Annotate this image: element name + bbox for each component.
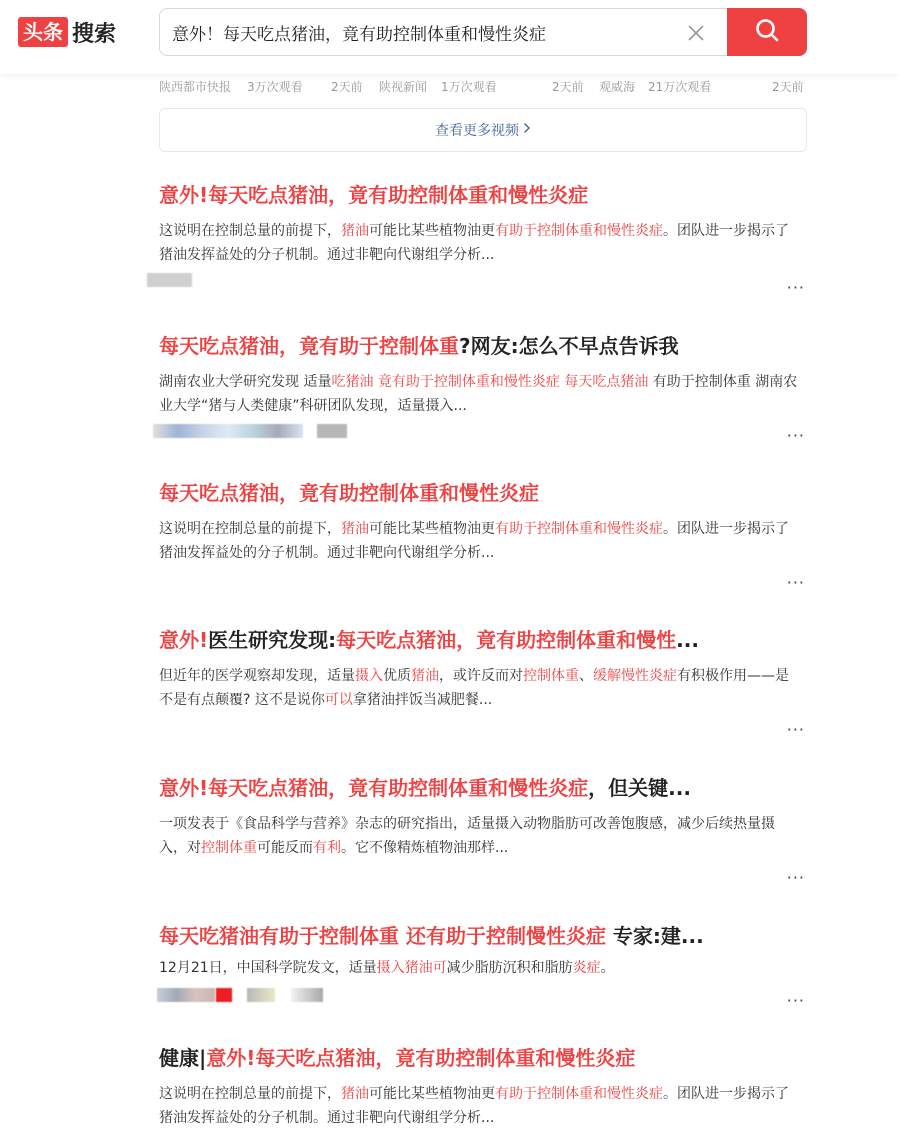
blurred-source-time	[317, 424, 347, 438]
video-meta-row	[159, 78, 807, 94]
more-options-icon[interactable]: ···	[786, 426, 805, 445]
text-segment: 湖南农业大学研究发现 适量	[159, 374, 332, 390]
highlighted-keyword: 意外!每天吃点猪油，竟有助控制体重和慢性炎症	[159, 776, 589, 800]
text-segment: 可能比某些植物油更	[369, 1086, 495, 1102]
more-videos-button[interactable]	[159, 108, 807, 152]
video-time: 2天前	[772, 80, 804, 94]
text-segment: 可能比某些植物油更	[369, 521, 495, 537]
result-snippet	[159, 219, 799, 267]
highlighted-keyword: 有利	[313, 840, 341, 856]
text-segment: 但近年的医学观察却发现，适量	[159, 668, 355, 684]
highlighted-keyword: 猪油	[341, 1086, 369, 1102]
result-source	[159, 424, 807, 438]
result-title[interactable]	[159, 181, 807, 209]
logo-badge: 头条	[18, 17, 68, 47]
video-views: 21万次观看	[648, 80, 712, 94]
video-source[interactable]: 观威海	[599, 80, 636, 94]
text-segment: 减少脂肪沉积和脂肪	[446, 960, 573, 976]
highlighted-keyword: 炎症	[572, 960, 601, 976]
result-snippet	[159, 664, 799, 712]
search-result	[159, 1044, 807, 1130]
highlighted-keyword: 每天吃点猪油，竟有助控制体重和慢性	[336, 628, 677, 652]
search-box	[159, 8, 807, 56]
text-segment: 有积极作用——是不是有点颠覆? 这不是说你	[159, 668, 789, 708]
highlighted-keyword: 可以	[324, 692, 353, 708]
text-segment: 可能反而	[257, 840, 313, 856]
text-segment: 一项发表于《食品科学与营养》杂志的研究指出，适量摄入动物脂肪可改善饱腹感，减少后续热量摄入，对	[159, 816, 775, 856]
text-segment: 可能比某些植物油更	[369, 223, 495, 239]
text-segment: ...	[676, 628, 699, 652]
blurred-source-badge	[216, 988, 232, 1002]
text-segment: 优质	[383, 668, 411, 684]
video-time: 2天前	[552, 80, 584, 94]
result-title[interactable]	[159, 626, 807, 654]
video-views: 3万次观看	[247, 80, 303, 94]
highlighted-keyword: 有助于控制体重和慢性炎症	[495, 1086, 663, 1102]
highlighted-keyword: 猪油	[341, 223, 369, 239]
blurred-source-name	[157, 988, 215, 1002]
result-snippet	[159, 370, 799, 418]
text-segment: ?网友:怎么不早点告诉我	[459, 334, 679, 358]
highlighted-keyword: 控制体重	[523, 668, 579, 684]
highlighted-keyword: 每天吃点猪油，竟有助控制体重和慢性炎症	[159, 481, 539, 505]
video-source[interactable]: 陕西都市快报	[159, 80, 232, 94]
highlighted-keyword: 意外!每天吃点猪油，竟有助控制体重和慢性炎症	[159, 183, 589, 207]
search-result	[159, 922, 807, 1002]
text-segment: 。它不像精炼植物油那样...	[341, 840, 509, 856]
more-options-icon[interactable]: ···	[786, 573, 805, 592]
logo-text: 搜索	[72, 21, 117, 47]
search-result	[159, 332, 807, 438]
result-snippet	[159, 1082, 799, 1130]
search-result	[159, 626, 807, 712]
top-bar	[0, 0, 899, 74]
video-source[interactable]: 陕视新闻	[379, 80, 428, 94]
close-icon[interactable]	[686, 23, 706, 43]
toutiao-search-logo[interactable]	[18, 16, 116, 48]
text-segment: 健康|	[159, 1046, 207, 1070]
text-segment: 有助于控制体重 湖南农业大学“猪与人类健康”科研团队发现，适量摄入...	[159, 374, 798, 414]
highlighted-keyword: 吃猪油 竟有助于控制体重和慢性炎症 每天吃点猪油	[331, 374, 649, 390]
blurred-source-name	[153, 424, 303, 438]
highlighted-keyword: 摄入猪油可	[376, 960, 447, 976]
text-segment: 这说明在控制总量的前提下，	[159, 223, 341, 239]
result-title[interactable]	[159, 479, 807, 507]
text-segment: 这说明在控制总量的前提下，	[159, 1086, 341, 1102]
text-segment: 。	[600, 960, 615, 976]
result-snippet	[159, 517, 799, 565]
blurred-source-extra	[291, 988, 323, 1002]
result-snippet	[159, 812, 799, 860]
result-title[interactable]	[159, 1044, 807, 1072]
search-result	[159, 181, 807, 287]
more-videos-label: 查看更多视频	[435, 123, 519, 139]
highlighted-keyword: 意外!	[159, 628, 209, 652]
text-segment: ，但关键...	[588, 776, 691, 800]
highlighted-keyword: 缓解慢性炎症	[593, 668, 677, 684]
blurred-source-name	[147, 273, 192, 287]
result-source	[159, 273, 807, 287]
text-segment: 这说明在控制总量的前提下，	[159, 521, 341, 537]
text-segment: 。团队进一步揭示了猪油发挥益处的分子机制。通过非靶向代谢组学分析...	[159, 223, 789, 263]
text-segment: 专家:建...	[605, 924, 704, 948]
result-title[interactable]	[159, 332, 807, 360]
more-options-icon[interactable]: ···	[786, 720, 805, 739]
highlighted-keyword: 猪油	[341, 521, 369, 537]
more-options-icon[interactable]: ···	[786, 868, 805, 887]
highlighted-keyword: 每天吃猪油有助于控制体重 还有助于控制慢性炎症	[159, 924, 606, 948]
text-segment: ，或许反而对	[439, 668, 523, 684]
search-input[interactable]	[172, 9, 672, 55]
search-button[interactable]	[727, 8, 807, 56]
text-segment: 拿猪油拌饭当减肥餐...	[352, 692, 493, 708]
video-time: 2天前	[331, 80, 363, 94]
result-source	[159, 988, 807, 1002]
highlighted-keyword: 意外!每天吃点猪油，竟有助控制体重和慢性炎症	[206, 1046, 636, 1070]
text-segment: 。团队进一步揭示了猪油发挥益处的分子机制。通过非靶向代谢组学分析...	[159, 521, 789, 561]
text-segment: 。团队进一步揭示了猪油发挥益处的分子机制。通过非靶向代谢组学分析...	[159, 1086, 789, 1126]
result-title[interactable]	[159, 774, 807, 802]
text-segment: 、	[579, 668, 593, 684]
highlighted-keyword: 有助于控制体重和慢性炎症	[495, 223, 663, 239]
highlighted-keyword: 每天吃点猪油，竟有助于控制体重	[159, 334, 459, 358]
text-segment: 12月21日，中国科学院发文，适量	[159, 960, 377, 976]
text-segment: 医生研究发现:	[208, 628, 337, 652]
chevron-right-icon	[523, 122, 531, 138]
more-options-icon[interactable]: ···	[786, 278, 805, 297]
search-icon	[754, 17, 780, 47]
highlighted-keyword: 摄入	[355, 668, 383, 684]
more-options-icon[interactable]: ···	[786, 991, 805, 1010]
highlighted-keyword: 控制体重	[201, 840, 257, 856]
search-result	[159, 774, 807, 860]
result-title[interactable]	[159, 922, 807, 950]
search-result	[159, 479, 807, 565]
blurred-source-time	[247, 988, 275, 1002]
result-snippet	[159, 956, 799, 980]
highlighted-keyword: 有助于控制体重和慢性炎症	[495, 521, 663, 537]
video-views: 1万次观看	[441, 80, 497, 94]
highlighted-keyword: 猪油	[411, 668, 439, 684]
